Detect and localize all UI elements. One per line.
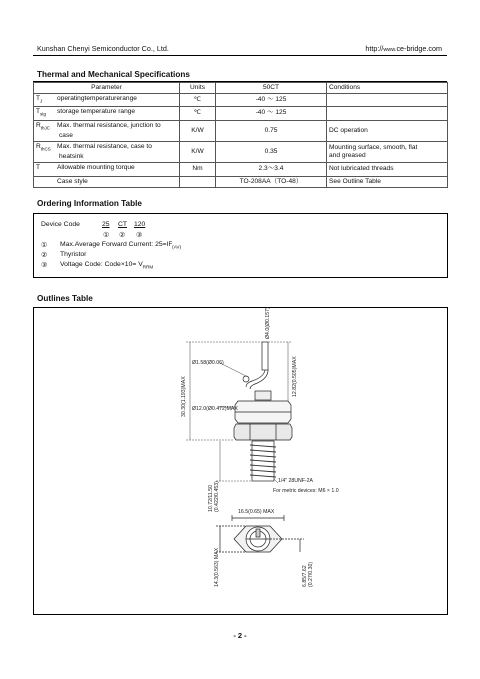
param-name: storage temperature range bbox=[57, 108, 136, 116]
ordering-item-mark: ③ bbox=[41, 262, 48, 269]
url-domain: ce-bridge.com bbox=[396, 44, 442, 53]
ordering-item-text: Max.Average Forward Current: $25=IF_{(AV)}$ bbox=[60, 241, 182, 250]
code-part-voltage: 120 bbox=[134, 221, 146, 228]
ordering-section-title: Ordering Information Table bbox=[37, 199, 142, 208]
param-symbol: $R_{thJC}$ bbox=[36, 121, 51, 130]
dim-thread: 1/4" 28UNF-2A bbox=[278, 478, 313, 484]
table-row bbox=[34, 163, 448, 176]
column-header: 50CT bbox=[216, 83, 327, 94]
dim-stud-length-1: 10.72/11.50 bbox=[208, 484, 214, 512]
param-units: Nm bbox=[180, 163, 216, 176]
column-header: Units bbox=[180, 83, 216, 94]
device-code-label: Device Code bbox=[41, 221, 80, 228]
param-units: ℃ bbox=[180, 107, 216, 120]
dim-hex-height: 14.3(0.563) MAX bbox=[214, 547, 220, 587]
outlines-section-title: Outlines Table bbox=[37, 294, 93, 303]
param-condition: Mounting surface, smooth, flat and greased bbox=[327, 141, 448, 162]
param-value: 0.35 bbox=[216, 141, 327, 162]
param-condition: DC operation bbox=[327, 120, 448, 141]
stem-top bbox=[255, 391, 271, 400]
param-value: 0.75 bbox=[216, 120, 327, 141]
table-row bbox=[34, 120, 448, 141]
dim-body-dia: Ø12.0(Ø0.472)MAX bbox=[192, 406, 238, 412]
param-name-cont: heatsink bbox=[59, 153, 84, 161]
terminal-pin bbox=[262, 342, 268, 370]
dim-stud-length-2: (0.422/0.453) bbox=[214, 481, 220, 512]
dim-hex-width: 16.5(0.65) MAX bbox=[238, 509, 275, 515]
dim-hole-dia: Ø1.58(Ø0.06) bbox=[192, 360, 224, 366]
param-value: TO-208AA（TO-48） bbox=[216, 176, 327, 187]
company-url[interactable] bbox=[365, 44, 442, 53]
table-row bbox=[34, 107, 448, 120]
hex-top-view bbox=[216, 515, 304, 552]
outline-drawing bbox=[160, 307, 339, 613]
dim-terminal-dia: Ø4.0(Ø0.157) bbox=[265, 307, 271, 339]
dim-hex-base-2: (0.27/0.30) bbox=[308, 561, 314, 587]
param-symbol: T bbox=[36, 164, 41, 172]
param-name: Max. thermal resistance, case to bbox=[57, 142, 152, 150]
param-name: operatingtemperaturerange bbox=[57, 95, 137, 102]
param-name: Allowable mounting torque bbox=[57, 164, 135, 172]
param-condition bbox=[327, 107, 448, 120]
param-value: -40 ～ 125 bbox=[216, 107, 327, 120]
hex-base bbox=[234, 424, 292, 440]
param-units bbox=[180, 176, 216, 187]
param-units: K/W bbox=[180, 120, 216, 141]
table-header-row bbox=[34, 83, 448, 94]
param-name: Case style bbox=[57, 177, 88, 185]
param-name: Max. thermal resistance, junction to bbox=[57, 121, 161, 129]
header-divider bbox=[33, 55, 447, 56]
ordering-item-text: Thyristor bbox=[60, 251, 87, 258]
code-mark: ① bbox=[103, 232, 110, 239]
thermal-section-title: Thermal and Mechanical Specifications bbox=[37, 70, 190, 79]
code-part-type: CT bbox=[118, 221, 128, 228]
column-header: Parameter bbox=[34, 83, 180, 94]
table-row bbox=[34, 141, 448, 162]
code-mark: ② bbox=[119, 232, 126, 239]
page-number: - 2 - bbox=[233, 631, 247, 640]
param-units: ℃ bbox=[180, 94, 216, 107]
param-symbol: $T_{stg}$ bbox=[36, 108, 47, 117]
param-symbol: $R_{thCS}$ bbox=[36, 142, 51, 152]
code-mark: ③ bbox=[136, 232, 143, 239]
param-value: 2.3～3.4 bbox=[216, 163, 327, 176]
company-name: Kunshan Chenyi Semiconductor Co., Ltd. bbox=[37, 44, 169, 53]
thermal-spec-table bbox=[33, 82, 448, 188]
dim-hex-base-1: 6.85/7.62 bbox=[302, 565, 308, 587]
param-value: -40 ～ 125 bbox=[216, 94, 327, 107]
param-units: K/W bbox=[180, 141, 216, 162]
param-symbol: $T_J$ bbox=[36, 95, 43, 104]
param-condition: See Outline Table bbox=[327, 176, 448, 187]
ordering-item-text: Voltage Code: Code×10= $V_{RRM}$ bbox=[60, 261, 154, 270]
url-prefix: http:// bbox=[365, 44, 384, 53]
param-condition bbox=[327, 94, 448, 107]
param-condition: Not lubricated threads bbox=[327, 163, 448, 176]
dim-upper-height: 12.82(0.505)MAX bbox=[292, 356, 298, 397]
param-name-cont: case bbox=[59, 131, 73, 139]
dim-overall-height: 30.30(1.193)MAX bbox=[181, 376, 187, 417]
code-part-current: 25 bbox=[102, 221, 110, 228]
ordering-item-mark: ② bbox=[41, 252, 48, 259]
table-row bbox=[34, 94, 448, 107]
ordering-item-mark: ① bbox=[41, 242, 48, 249]
column-header: Conditions bbox=[327, 83, 448, 94]
lead-hole bbox=[243, 376, 249, 382]
table-row bbox=[34, 176, 448, 187]
url-www: www. bbox=[383, 47, 397, 53]
dim-metric-note: For metric devices: M6 × 1.0 bbox=[273, 488, 339, 494]
